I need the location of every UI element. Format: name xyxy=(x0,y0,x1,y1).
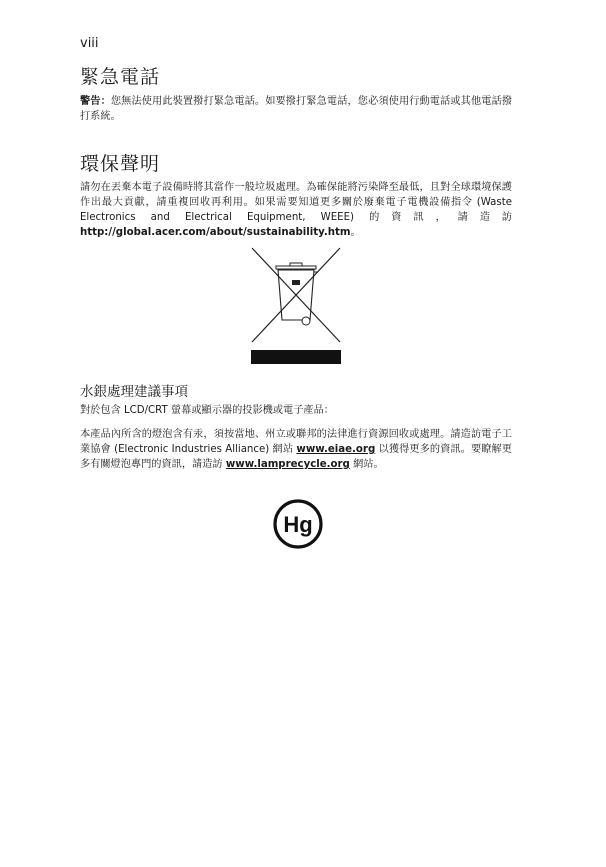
hg-label: Hg xyxy=(283,512,313,537)
crossed-out-wheelie-bin-icon xyxy=(248,246,344,366)
environment-paragraph xyxy=(80,180,512,240)
mercury-hg-circle-icon xyxy=(272,498,324,550)
sustainability-link[interactable]: http://global.acer.com/about/sustainability.htm xyxy=(80,227,351,238)
emergency-title: 緊急電話 xyxy=(80,66,161,88)
environment-title: 環保聲明 xyxy=(80,153,161,175)
mercury-body-after: 網站。 xyxy=(353,459,384,470)
warning-text: 您無法使用此裝置撥打緊急電話。如要撥打緊急電話，您必須使用行動電話或其他電話撥打系統。 xyxy=(80,96,513,122)
environment-body: 請勿在丟棄本電子設備時將其當作一般垃圾處理。為確保能將污染降至最低，且對全球環境保護作出最大貢獻，請重複回收再利用。如果需要知道更多關於廢棄電子電機設備指令 (Waste Electronics and Electrical Equipment, WEEE) 的資訊，請造訪 xyxy=(80,182,512,223)
emergency-warning-paragraph xyxy=(80,94,512,124)
page-number: viii xyxy=(80,36,99,51)
warning-label: 警告： xyxy=(80,96,111,107)
lamprecycle-link[interactable]: www.lamprecycle.org xyxy=(225,459,350,470)
mercury-title: 水銀處理建議事項 xyxy=(80,384,188,400)
mercury-intro: 對於包含 LCD/CRT 螢幕或顯示器的投影機或電子產品： xyxy=(80,405,334,416)
mercury-body-before: 本產品內所含的燈泡含有汞，須按當地、州立或聯邦的法律進行資源回收或處理。請造訪電子工業協會 (Electronic Industries Alliance) 網站 xyxy=(80,429,512,455)
environment-end: 。 xyxy=(350,227,361,238)
eiae-link[interactable]: www.eiae.org xyxy=(296,444,376,455)
mercury-paragraph xyxy=(80,427,512,472)
mercury-body-middle: 以獲得更多的資訊。要瞭解更多有關燈泡專門的資訊，請造訪 xyxy=(80,444,512,470)
